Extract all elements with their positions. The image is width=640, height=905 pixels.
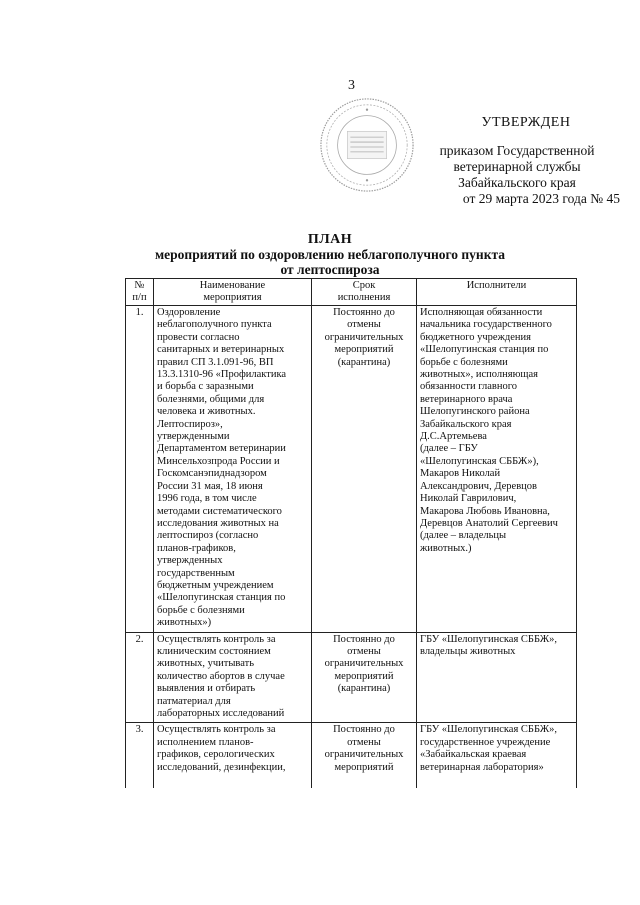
row-executors: ГБУ «Шелопугинская СББЖ», владельцы животных [417, 632, 577, 723]
table-row [126, 723, 577, 789]
header-measure-name: Наименование мероприятия [154, 279, 312, 306]
title-main: ПЛАН [307, 232, 353, 247]
row-number: 1. [126, 306, 154, 633]
row-number: 2. [126, 632, 154, 723]
table-row [126, 632, 577, 723]
plan-table [125, 278, 577, 788]
approval-block [412, 115, 622, 207]
row-measure: Осуществлять контроль за исполнением планов- графиков, серологических исследований, дезинфекции, [154, 723, 312, 789]
approval-line-2: ветеринарной службы [453, 159, 581, 174]
row-deadline: Постоянно до отмены ограничительных мероприятий (карантина) [312, 632, 417, 723]
title-subtitle-line-1: мероприятий по оздоровлению неблагополучного пункта [154, 247, 506, 262]
approval-heading: УТВЕРЖДЕН [481, 115, 571, 130]
official-seal-stamp [318, 96, 416, 194]
row-executors: Исполняющая обязанности начальника государственного бюджетного учреждения «Шелопугинская станция по борьбе с болезнями животных», исполняющая обязанности главного ветеринарного врача Шелопугинского района Забайкальского края Д.С.Артемьева (далее – ГБУ «Шелопугинская СББЖ»), Макаров Николай Александрович, Деревцов Николай Гаврилович, Макарова Любовь Ивановна, Деревцов Анатолий Сергеевич (далее – владельцы животных.) [417, 306, 577, 633]
table-header-row [126, 279, 577, 306]
document-title [150, 232, 510, 277]
approval-date-line: от 29 марта 2023 года № 45 [462, 191, 620, 206]
row-deadline: Постоянно до отмены ограничительных мероприятий (карантина) [312, 306, 417, 633]
approval-line-1: приказом Государственной [439, 143, 595, 158]
row-number: 3. [126, 723, 154, 789]
row-measure: Осуществлять контроль за клиническим состоянием животных, учитывать количество абортов в случае выявления и отбирать патматериал для лабораторных исследований [154, 632, 312, 723]
header-number: № п/п [126, 279, 154, 306]
approval-line-3: Забайкальского края [458, 175, 576, 190]
row-executors: ГБУ «Шелопугинская СББЖ», государственное учреждение «Забайкальская краевая ветеринарная лаборатория» [417, 723, 577, 789]
row-deadline: Постоянно до отмены ограничительных мероприятий [312, 723, 417, 789]
row-measure: Оздоровление неблагополучного пункта провести согласно санитарных и ветеринарных правил СП 3.1.091-96, ВП 13.3.1310-96 «Профилактика и борьба с заразными болезнями, общими для человека и животных. Лептоспироз», утвержденными Департаментом ветеринарии Минсельхозпрода России и Госкомсанэпиднадзором России 31 мая, 18 июня 1996 года, в том числе методами систематического исследования животных на лептоспироз (согласно планов-графиков, утвержденных государственным бюджетным учреждением «Шелопугинская станция по борьбе с болезнями животных») [154, 306, 312, 633]
header-executors: Исполнители [417, 279, 577, 306]
page-number: 3 [348, 78, 355, 93]
header-deadline: Срок исполнения [312, 279, 417, 306]
table-row [126, 306, 577, 633]
title-subtitle-line-2: от лептоспироза [280, 262, 380, 277]
